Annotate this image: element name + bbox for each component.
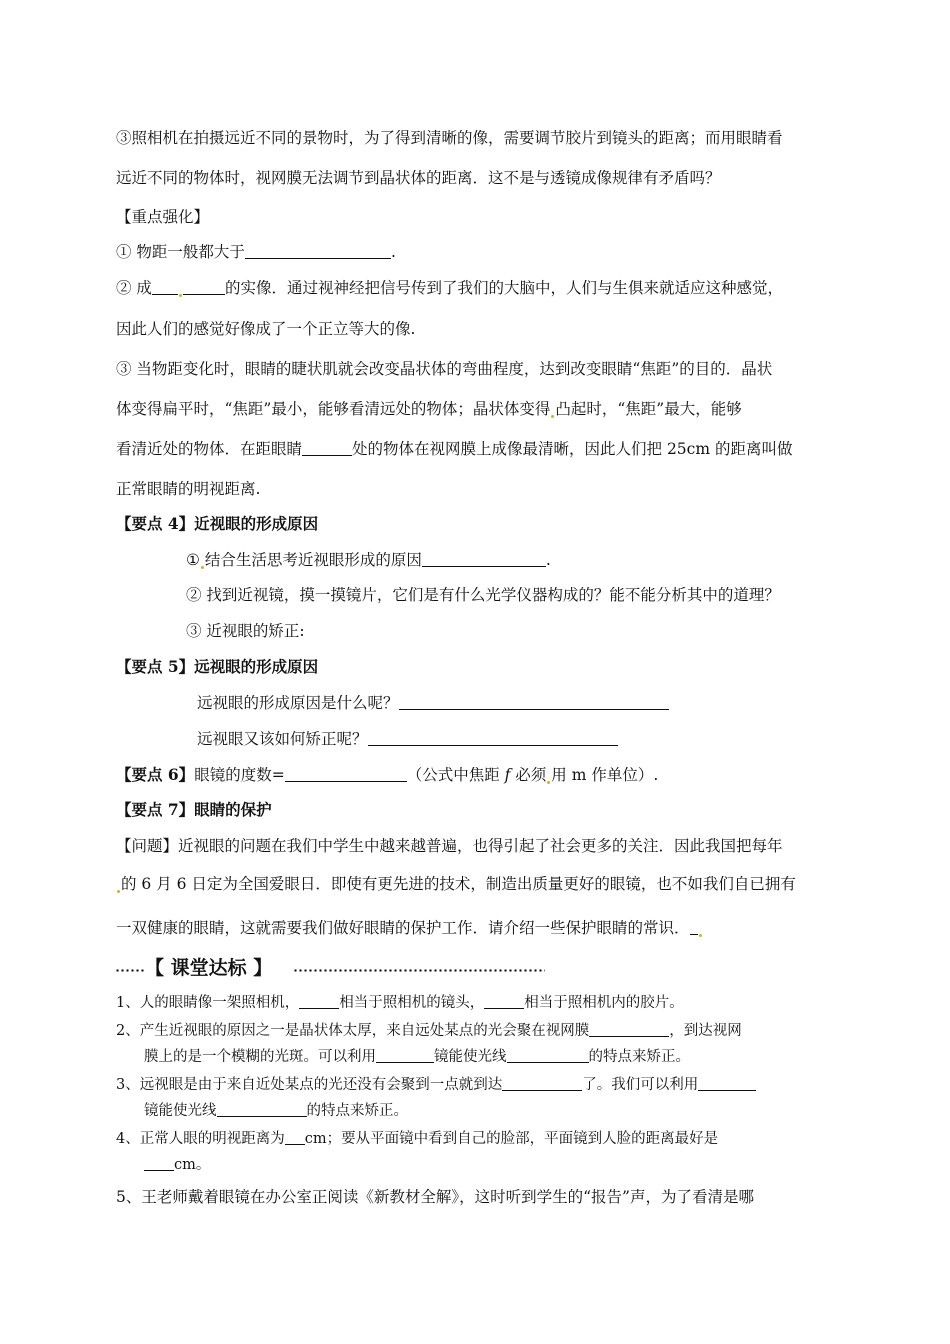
- dot-mark: [547, 781, 550, 784]
- point6-text-suffix-a: （公式中焦距 𝑓 必须: [406, 766, 547, 784]
- exercise-2-line2: [144, 1047, 690, 1067]
- point4-item-2: ② 找到近视镜，摸一摸镜片，它们是有什么光学仪器构成的？能不能分析其中的道理？: [186, 586, 780, 604]
- banner-dots-left: [115, 969, 145, 972]
- point5-question-1-text: 远视眼的形成原因是什么呢？: [197, 694, 399, 712]
- point4-item-1-text: 结合生活思考近视眼形成的原因: [204, 551, 422, 569]
- focus-item-3-line2b: 凸起时，“焦距”最大，能够: [555, 400, 742, 418]
- answer-blank[interactable]: [183, 280, 225, 295]
- question-line2-text: 的 6 月 6 日定为全国爱眼日．即使有更先进的技术，制造出质量更好的眼镜，也不如我们自已拥有: [121, 875, 796, 893]
- point4-item-1: [186, 550, 551, 570]
- exercise-2-a: 2、产生近视眼的原因之一是晶状体太厚，来自远处某点的光会聚在视网膜: [116, 1023, 590, 1039]
- focus-item-3-line2: [116, 399, 742, 419]
- exercise-3-line2: [144, 1101, 408, 1121]
- exercise-3-a: 3、远视眼是由于来自近处某点的光还没有会聚到一点就到达: [116, 1077, 503, 1093]
- intro-q3-line1: ③照相机在拍摄远近不同的景物时，为了得到清晰的像，需要调节胶片到镜头的距离；而用眼睛看: [116, 129, 783, 147]
- focus-item-3-line3-prefix: 看清近处的物体．在距眼睛: [116, 440, 303, 458]
- dot-mark: [699, 934, 702, 937]
- answer-blank[interactable]: [152, 280, 178, 295]
- exercise-1-b: 相当于照相机的镜头，: [339, 995, 485, 1011]
- focus-item-1-prefix: ① 物距一般都大于: [116, 243, 245, 261]
- point4-heading: 【要点 4】近视眼的形成原因: [116, 514, 319, 533]
- exercise-4-c: cm。: [174, 1157, 211, 1173]
- focus-item-3-line2a: 体变得扁平时，“焦距”最小，能够看清远处的物体；晶状体变得: [116, 400, 551, 418]
- answer-blank[interactable]: [245, 244, 391, 259]
- focus-heading: 【重点强化】: [116, 208, 210, 226]
- answer-blank[interactable]: [690, 920, 698, 935]
- point4-item-3: ③ 近视眼的矫正:: [186, 622, 305, 640]
- focus-item-1-suffix: .: [390, 243, 396, 261]
- banner-dots-right: [293, 969, 545, 972]
- answer-blank[interactable]: [507, 1048, 589, 1063]
- exercise-4-a: 4、正常人眼的明视距离为: [116, 1131, 285, 1147]
- answer-blank[interactable]: [285, 1130, 305, 1145]
- answer-blank[interactable]: [422, 552, 546, 567]
- section-banner: [115, 955, 545, 981]
- exercise-2-e: 的特点来矫正。: [588, 1049, 690, 1065]
- exercise-4-line1: [116, 1129, 718, 1149]
- focus-item-3-line3: [116, 439, 792, 459]
- answer-blank[interactable]: [698, 1076, 756, 1091]
- point4-item-1-suffix: .: [545, 551, 551, 569]
- answer-blank[interactable]: [502, 1076, 582, 1091]
- point6-heading: 【要点 6】: [116, 765, 195, 784]
- question-line2: [116, 874, 796, 894]
- exercise-2-d: 镜能使光线: [434, 1049, 507, 1065]
- point6-text-suffix-b: 用 m 作单位）.: [551, 766, 659, 784]
- focus-item-3-line1: ③ 当物距变化时，眼睛的睫状肌就会改变晶状体的弯曲程度，达到改变眼睛“焦距”的目的．晶状: [116, 360, 773, 378]
- intro-q3-line2: 远近不同的物体时，视网膜无法调节到晶状体的距离．这不是与透镜成像规律有矛盾吗？: [116, 169, 721, 187]
- exercise-1-a: 1、人的眼睛像一架照相机，: [116, 995, 300, 1011]
- exercise-3-d: 的特点来矫正。: [306, 1103, 408, 1119]
- point5-question-2: [197, 729, 618, 749]
- focus-item-2-line2: 因此人们的感觉好像成了一个正立等大的像.: [116, 320, 416, 338]
- exercise-4-line2: [144, 1155, 210, 1175]
- exercise-3-c: 镜能使光线: [144, 1103, 217, 1119]
- answer-blank[interactable]: [144, 1156, 174, 1171]
- answer-blank[interactable]: [376, 1048, 434, 1063]
- question-line1: 【问题】近视眼的问题在我们中学生中越来越普遍，也得引起了社会更多的关注．因此我国把每年: [116, 837, 783, 855]
- exercise-2-c: 膜上的是一个模糊的光斑。可以利用: [144, 1049, 376, 1065]
- exercise-1-c: 相当于照相机内的胶片。: [524, 995, 684, 1011]
- exercise-1: [116, 993, 684, 1013]
- dot-mark: [551, 415, 554, 418]
- focus-item-2-prefix: ② 成: [116, 279, 152, 297]
- answer-blank[interactable]: [217, 1102, 307, 1117]
- point6-line: [116, 765, 658, 785]
- answer-blank[interactable]: [285, 767, 407, 782]
- point6-text-prefix: 眼镜的度数=: [194, 766, 285, 784]
- exercise-4-b: cm；要从平面镜中看到自己的脸部，平面镜到人脸的距离最好是: [304, 1131, 719, 1147]
- point5-question-2-text: 远视眼又该如何矫正呢？: [197, 730, 368, 748]
- dot-mark: [117, 890, 120, 893]
- point5-heading: 【要点 5】远视眼的形成原因: [116, 657, 319, 676]
- question-line3-text: 一双健康的眼睛，这就需要我们做好眼睛的保护工作．请介绍一些保护眼睛的常识．: [116, 919, 690, 937]
- focus-item-3-line3-suffix: 处的物体在视网膜上成像最清晰，因此人们把 25cm 的距离叫做: [352, 440, 793, 458]
- dot-mark: [179, 294, 182, 297]
- point5-question-1: [197, 693, 669, 713]
- answer-blank[interactable]: [299, 994, 339, 1009]
- answer-blank[interactable]: [589, 1022, 669, 1037]
- dot-mark: [201, 566, 204, 569]
- point4-item-1-prefix: ①: [186, 551, 200, 569]
- exercise-2-b: ，到达视网: [669, 1023, 742, 1039]
- focus-item-1: [116, 242, 396, 262]
- answer-blank[interactable]: [368, 731, 618, 746]
- answer-blank[interactable]: [484, 994, 524, 1009]
- answer-blank[interactable]: [399, 695, 669, 710]
- point7-heading: 【要点 7】眼睛的保护: [116, 800, 272, 819]
- exercise-2-line1: [116, 1021, 742, 1041]
- exercise-5-line1: 5、王老师戴着眼镜在办公室正阅读《新教材全解》，这时听到学生的“报告”声，为了看清是哪: [116, 1188, 754, 1206]
- exercise-3-b: 了。我们可以利用: [582, 1077, 699, 1093]
- exercise-3-line1: [116, 1075, 756, 1095]
- banner-title: 【 课堂达标 】: [145, 957, 273, 979]
- focus-item-3-line4: 正常眼睛的明视距离.: [116, 480, 261, 498]
- question-line3: [116, 918, 703, 938]
- focus-item-2-line1: [116, 278, 783, 298]
- focus-item-2-suffix: 的实像．通过视神经把信号传到了我们的大脑中，人们与生俱来就适应这种感觉，: [224, 279, 783, 297]
- answer-blank[interactable]: [302, 441, 352, 456]
